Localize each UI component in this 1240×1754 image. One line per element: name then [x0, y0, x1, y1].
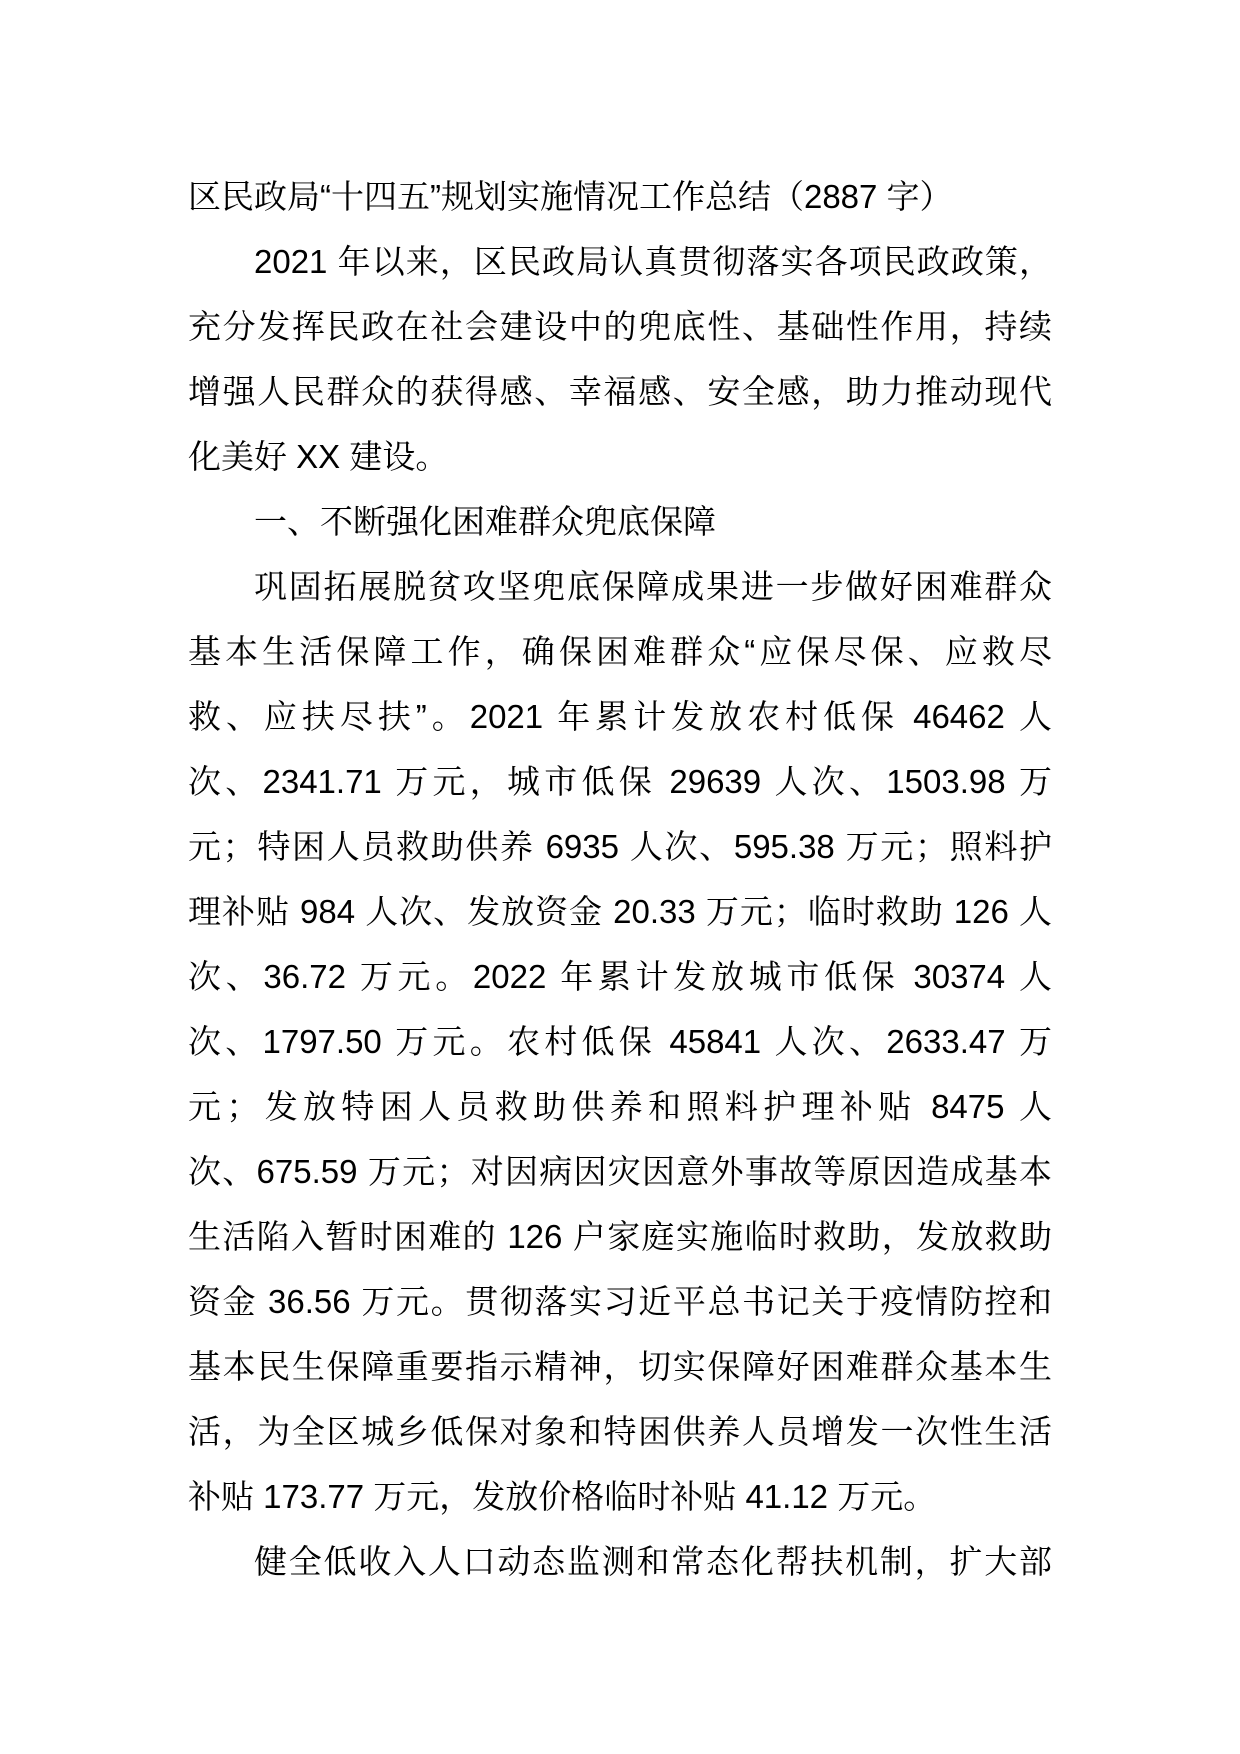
text-line: 增强人民群众的获得感、幸福感、安全感，助力推动现代 [188, 373, 1052, 410]
text-line: 化美好 XX 建设。 [188, 438, 449, 475]
text-line: 巩固拓展脱贫攻坚兜底保障成果进一步做好困难群众 [254, 568, 1052, 605]
text-line: 补贴 173.77 万元，发放价格临时补贴 41.12 万元。 [188, 1478, 937, 1515]
text-line: 生活陷入暂时困难的 126 户家庭实施临时救助，发放救助 [188, 1218, 1052, 1255]
section-heading: 一、不断强化困难群众兜底保障 [254, 503, 716, 540]
text-line: 活，为全区城乡低保对象和特困供养人员增发一次性生活 [188, 1413, 1052, 1450]
text-line: 资金 36.56 万元。贯彻落实习近平总书记关于疫情防控和 [188, 1283, 1052, 1320]
text-line: 健全低收入人口动态监测和常态化帮扶机制，扩大部 [254, 1543, 1052, 1580]
text-line: 元；发放特困人员救助供养和照料护理补贴 8475 人 [188, 1088, 1052, 1125]
text-line: 次、675.59 万元；对因病因灾因意外事故等原因造成基本 [188, 1153, 1052, 1190]
text-line: 2021 年以来，区民政局认真贯彻落实各项民政政策， [254, 243, 1052, 280]
text-line: 理补贴 984 人次、发放资金 20.33 万元；临时救助 126 人 [188, 893, 1052, 930]
text-line: 基本生活保障工作，确保困难群众“应保尽保、应救尽 [188, 633, 1052, 670]
text-line: 元；特困人员救助供养 6935 人次、595.38 万元；照料护 [188, 828, 1052, 865]
text-line: 次、2341.71 万元，城市低保 29639 人次、1503.98 万 [188, 763, 1052, 800]
text-line: 充分发挥民政在社会建设中的兜底性、基础性作用，持续 [188, 308, 1052, 345]
document-title: 区民政局“十四五”规划实施情况工作总结（2887 字） [188, 178, 953, 215]
text-line: 次、36.72 万元。2022 年累计发放城市低保 30374 人 [188, 958, 1052, 995]
text-line: 救、应扶尽扶”。2021 年累计发放农村低保 46462 人 [188, 698, 1052, 735]
document-text [188, 164, 1052, 1594]
text-line: 基本民生保障重要指示精神，切实保障好困难群众基本生 [188, 1348, 1052, 1385]
text-line: 次、1797.50 万元。农村低保 45841 人次、2633.47 万 [188, 1023, 1052, 1060]
